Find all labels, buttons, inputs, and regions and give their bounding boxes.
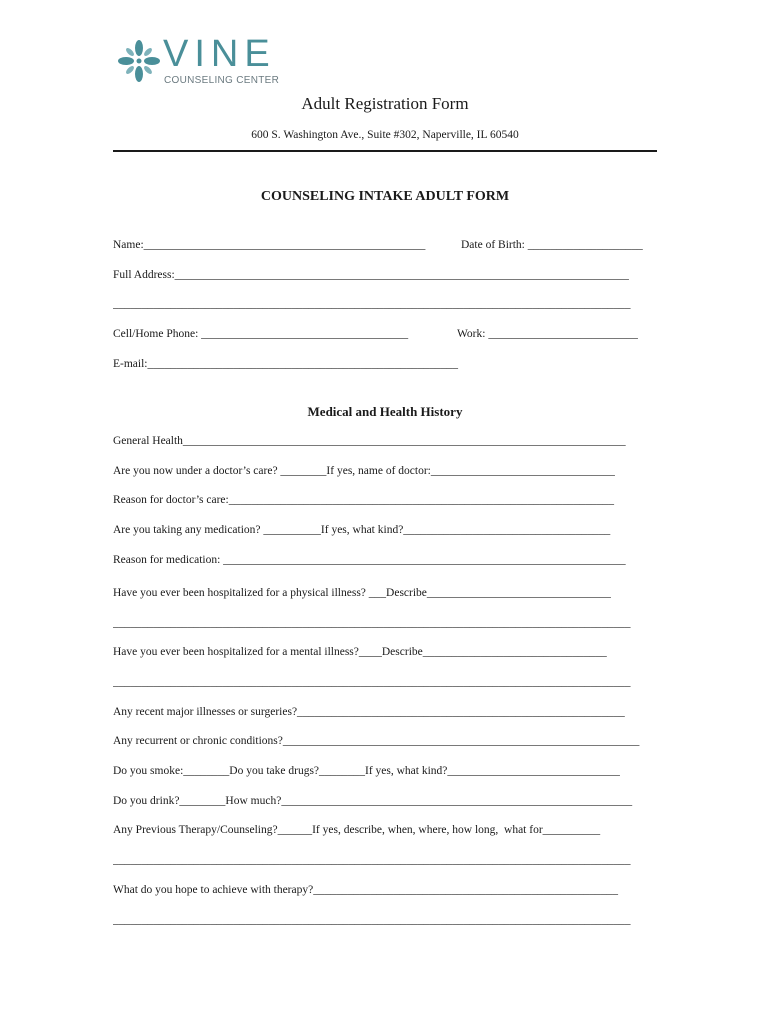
address-field[interactable]: Full Address:_______________________________________________________________________________ — [113, 269, 629, 281]
drink-field[interactable]: Do you drink?________How much?_____________________________________________________________ — [113, 795, 633, 807]
medication-field[interactable]: Are you taking any medication? __________If yes, what kind?____________________________________ — [113, 524, 611, 536]
dob-field[interactable]: Date of Birth: ____________________ — [461, 239, 643, 251]
form-title: Adult Registration Form — [301, 94, 469, 113]
chronic-conditions-field[interactable]: Any recurrent or chronic conditions?______________________________________________________________ — [113, 735, 640, 747]
header-divider — [113, 150, 657, 152]
hospitalized-mental-field[interactable]: Have you ever been hospitalized for a mental illness?____Describe________________________________ — [113, 646, 607, 658]
vine-flower-icon — [118, 38, 160, 84]
previous-therapy-continuation[interactable]: __________________________________________________________________________________________ — [113, 854, 631, 866]
medication-reason-field[interactable]: Reason for medication: ______________________________________________________________________ — [113, 554, 626, 566]
previous-therapy-field[interactable]: Any Previous Therapy/Counseling?______If yes, describe, when, where, how long, what for__________ — [113, 824, 601, 836]
smoke-drugs-field[interactable]: Do you smoke:________Do you take drugs?________If yes, what kind?______________________________ — [113, 765, 620, 777]
doctor-care-field[interactable]: Are you now under a doctor’s care? ________If yes, name of doctor:________________________________ — [113, 465, 615, 477]
general-health-field[interactable]: General Health_____________________________________________________________________________ — [113, 435, 626, 447]
hospitalized-physical-continuation[interactable]: __________________________________________________________________________________________ — [113, 617, 631, 629]
logo-subtitle: COUNSELING CENTER — [164, 75, 280, 86]
phone-field[interactable]: Cell/Home Phone: ____________________________________ — [113, 328, 409, 340]
center-address: 600 S. Washington Ave., Suite #302, Naperville, IL 60540 — [251, 129, 519, 141]
doctor-reason-field[interactable]: Reason for doctor’s care:___________________________________________________________________ — [113, 494, 614, 506]
work-phone-field[interactable]: Work: __________________________ — [457, 328, 638, 340]
email-field[interactable]: E-mail:______________________________________________________ — [113, 358, 458, 370]
therapy-goals-field[interactable]: What do you hope to achieve with therapy?_____________________________________________________ — [113, 884, 618, 896]
medical-history-heading: Medical and Health History — [307, 404, 463, 419]
intake-heading: COUNSELING INTAKE ADULT FORM — [260, 189, 510, 204]
hospitalized-mental-continuation[interactable]: __________________________________________________________________________________________ — [113, 676, 631, 688]
hospitalized-physical-field[interactable]: Have you ever been hospitalized for a physical illness? ___Describe________________________________ — [113, 587, 611, 599]
address-continuation-field[interactable]: __________________________________________________________________________________________ — [113, 298, 631, 310]
name-field[interactable]: Name:_________________________________________________ — [113, 239, 426, 251]
therapy-goals-continuation[interactable]: __________________________________________________________________________________________ — [113, 914, 631, 926]
recent-illness-field[interactable]: Any recent major illnesses or surgeries?_________________________________________________________ — [113, 706, 625, 718]
logo-wordmark: VINE — [163, 33, 276, 75]
